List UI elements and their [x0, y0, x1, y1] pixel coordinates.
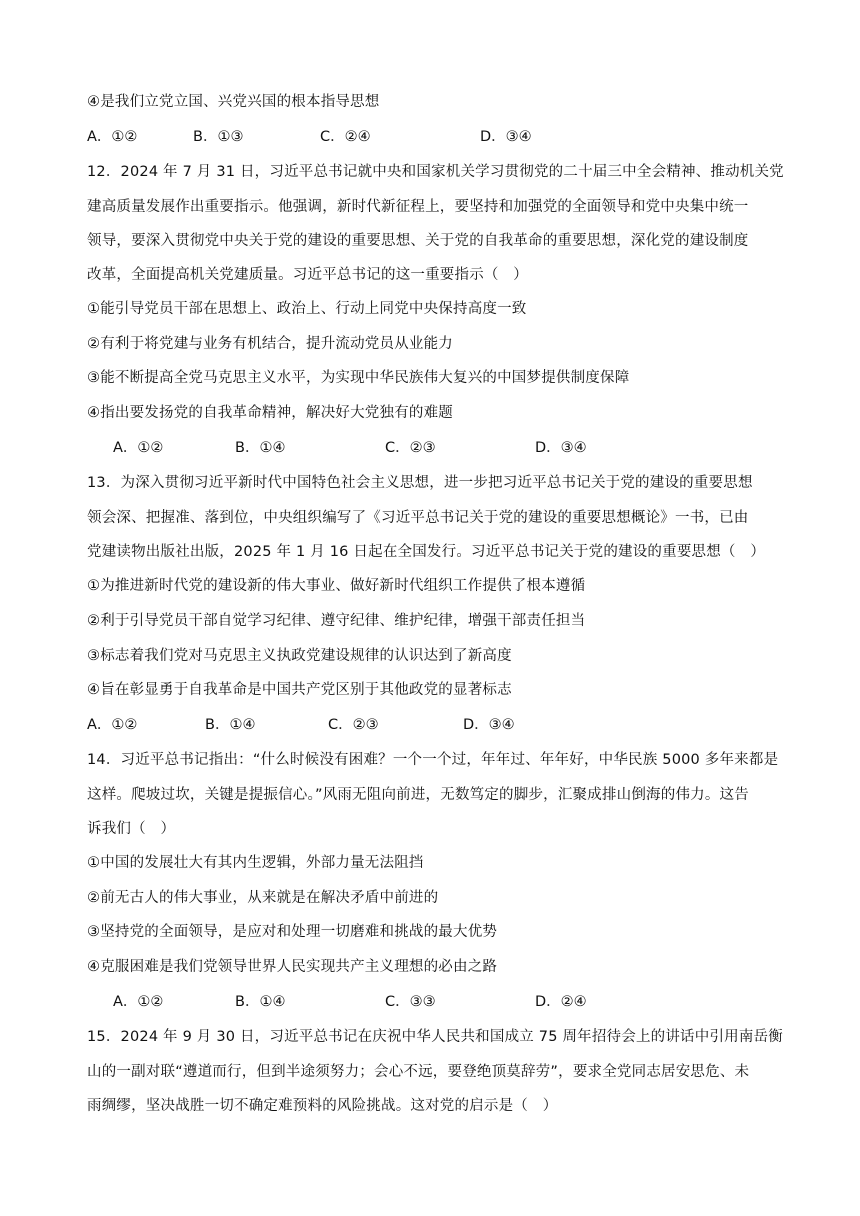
option-b[interactable]: B．①④ — [235, 994, 286, 1010]
question-14-line-1: 14．习近平总书记指出：“什么时候没有困难？一个一个过，年年过、年年好，中华民族 5000 多年来都是 — [87, 752, 779, 768]
option-d[interactable]: D．③④ — [463, 717, 515, 733]
question-13-line-3: 党建读物出版社出版，2025 年 1 月 16 日起在全国发行。习近平总书记关于党的建设的重要思想（ ） — [87, 544, 766, 560]
question-13-statement-2: ②利于引导党员干部自觉学习纪律、遵守纪律、维护纪律，增强干部责任担当 — [87, 613, 586, 629]
option-a[interactable]: A．①② — [87, 717, 138, 733]
question-13-line-2: 领会深、把握准、落到位，中央组织编写了《习近平总书记关于党的建设的重要思想概论》一书，已由 — [87, 510, 749, 526]
question-14-statement-2: ②前无古人的伟大事业，从来就是在解决矛盾中前进的 — [87, 890, 439, 906]
question-15-line-2: 山的一副对联“遵道而行，但到半途须努力；会心不远，要登绝顶莫辞劳”，要求全党同志居安思危、未 — [87, 1064, 750, 1080]
question-12-line-3: 领导，要深入贯彻党中央关于党的建设的重要思想、关于党的自我革命的重要思想，深化党的建设制度 — [87, 233, 749, 249]
question-12-statement-3: ③能不断提高全党马克思主义水平，为实现中华民族伟大复兴的中国梦提供制度保障 — [87, 370, 630, 386]
option-b[interactable]: B．①④ — [235, 440, 286, 456]
option-c[interactable]: C．②④ — [320, 129, 371, 145]
question-12-statement-4: ④指出要发扬党的自我革命精神，解决好大党独有的难题 — [87, 405, 453, 421]
option-d[interactable]: D．②④ — [535, 994, 587, 1010]
question-13-statement-3: ③标志着我们党对马克思主义执政党建设规律的认识达到了新高度 — [87, 648, 512, 664]
question-12-options — [113, 438, 713, 460]
question-13-options — [87, 715, 687, 737]
options-row — [87, 127, 687, 149]
option-a[interactable]: A．①② — [113, 994, 164, 1010]
question-14-options — [113, 992, 713, 1014]
question-12-statement-2: ②有利于将党建与业务有机结合，提升流动党员从业能力 — [87, 336, 453, 352]
question-14-statement-4: ④克服困难是我们党领导世界人民实现共产主义理想的必由之路 — [87, 959, 498, 975]
option-c[interactable]: C．②③ — [385, 440, 436, 456]
option-a[interactable]: A．①② — [113, 440, 164, 456]
option-c[interactable]: C．③③ — [385, 994, 436, 1010]
question-12-statement-1: ①能引导党员干部在思想上、政治上、行动上同党中央保持高度一致 — [87, 301, 527, 317]
option-b[interactable]: B．①④ — [205, 717, 256, 733]
question-13-statement-1: ①为推进新时代党的建设新的伟大事业、做好新时代组织工作提供了根本遵循 — [87, 578, 586, 594]
option-c[interactable]: C．②③ — [328, 717, 379, 733]
statement-4: ④是我们立党立国、兴党兴国的根本指导思想 — [87, 94, 380, 110]
question-12-line-4: 改革，全面提高机关党建质量。习近平总书记的这一重要指示（ ） — [87, 267, 528, 283]
question-15-line-1: 15．2024 年 9 月 30 日，习近平总书记在庆祝中华人民共和国成立 75 周年招待会上的讲话中引用南岳衡 — [87, 1029, 783, 1045]
option-b[interactable]: B．①③ — [193, 129, 244, 145]
question-13-statement-4: ④旨在彰显勇于自我革命是中国共产党区别于其他政党的显著标志 — [87, 682, 512, 698]
question-14-line-2: 这样。爬坡过坎，关键是提振信心。”风雨无阻向前进，无数笃定的脚步，汇聚成排山倒海的伟力。这告 — [87, 787, 749, 803]
question-13-line-1: 13．为深入贯彻习近平新时代中国特色社会主义思想，进一步把习近平总书记关于党的建设的重要思想 — [87, 475, 753, 491]
question-15-line-3: 雨绸缪，坚决战胜一切不确定难预料的风险挑战。这对党的启示是（ ） — [87, 1098, 558, 1114]
question-14-statement-1: ①中国的发展壮大有其内生逻辑，外部力量无法阻挡 — [87, 855, 424, 871]
option-d[interactable]: D．③④ — [535, 440, 587, 456]
option-d[interactable]: D．③④ — [480, 129, 532, 145]
question-12-line-1: 12．2024 年 7 月 31 日，习近平总书记就中央和国家机关学习贯彻党的二十届三中全会精神、推动机关党 — [87, 164, 784, 180]
question-14-line-3: 诉我们（ ） — [87, 821, 176, 837]
question-12-line-2: 建高质量发展作出重要指示。他强调，新时代新征程上，要坚持和加强党的全面领导和党中央集中统一 — [87, 199, 749, 215]
option-a[interactable]: A．①② — [87, 129, 138, 145]
question-14-statement-3: ③坚持党的全面领导，是应对和处理一切磨难和挑战的最大优势 — [87, 924, 498, 940]
